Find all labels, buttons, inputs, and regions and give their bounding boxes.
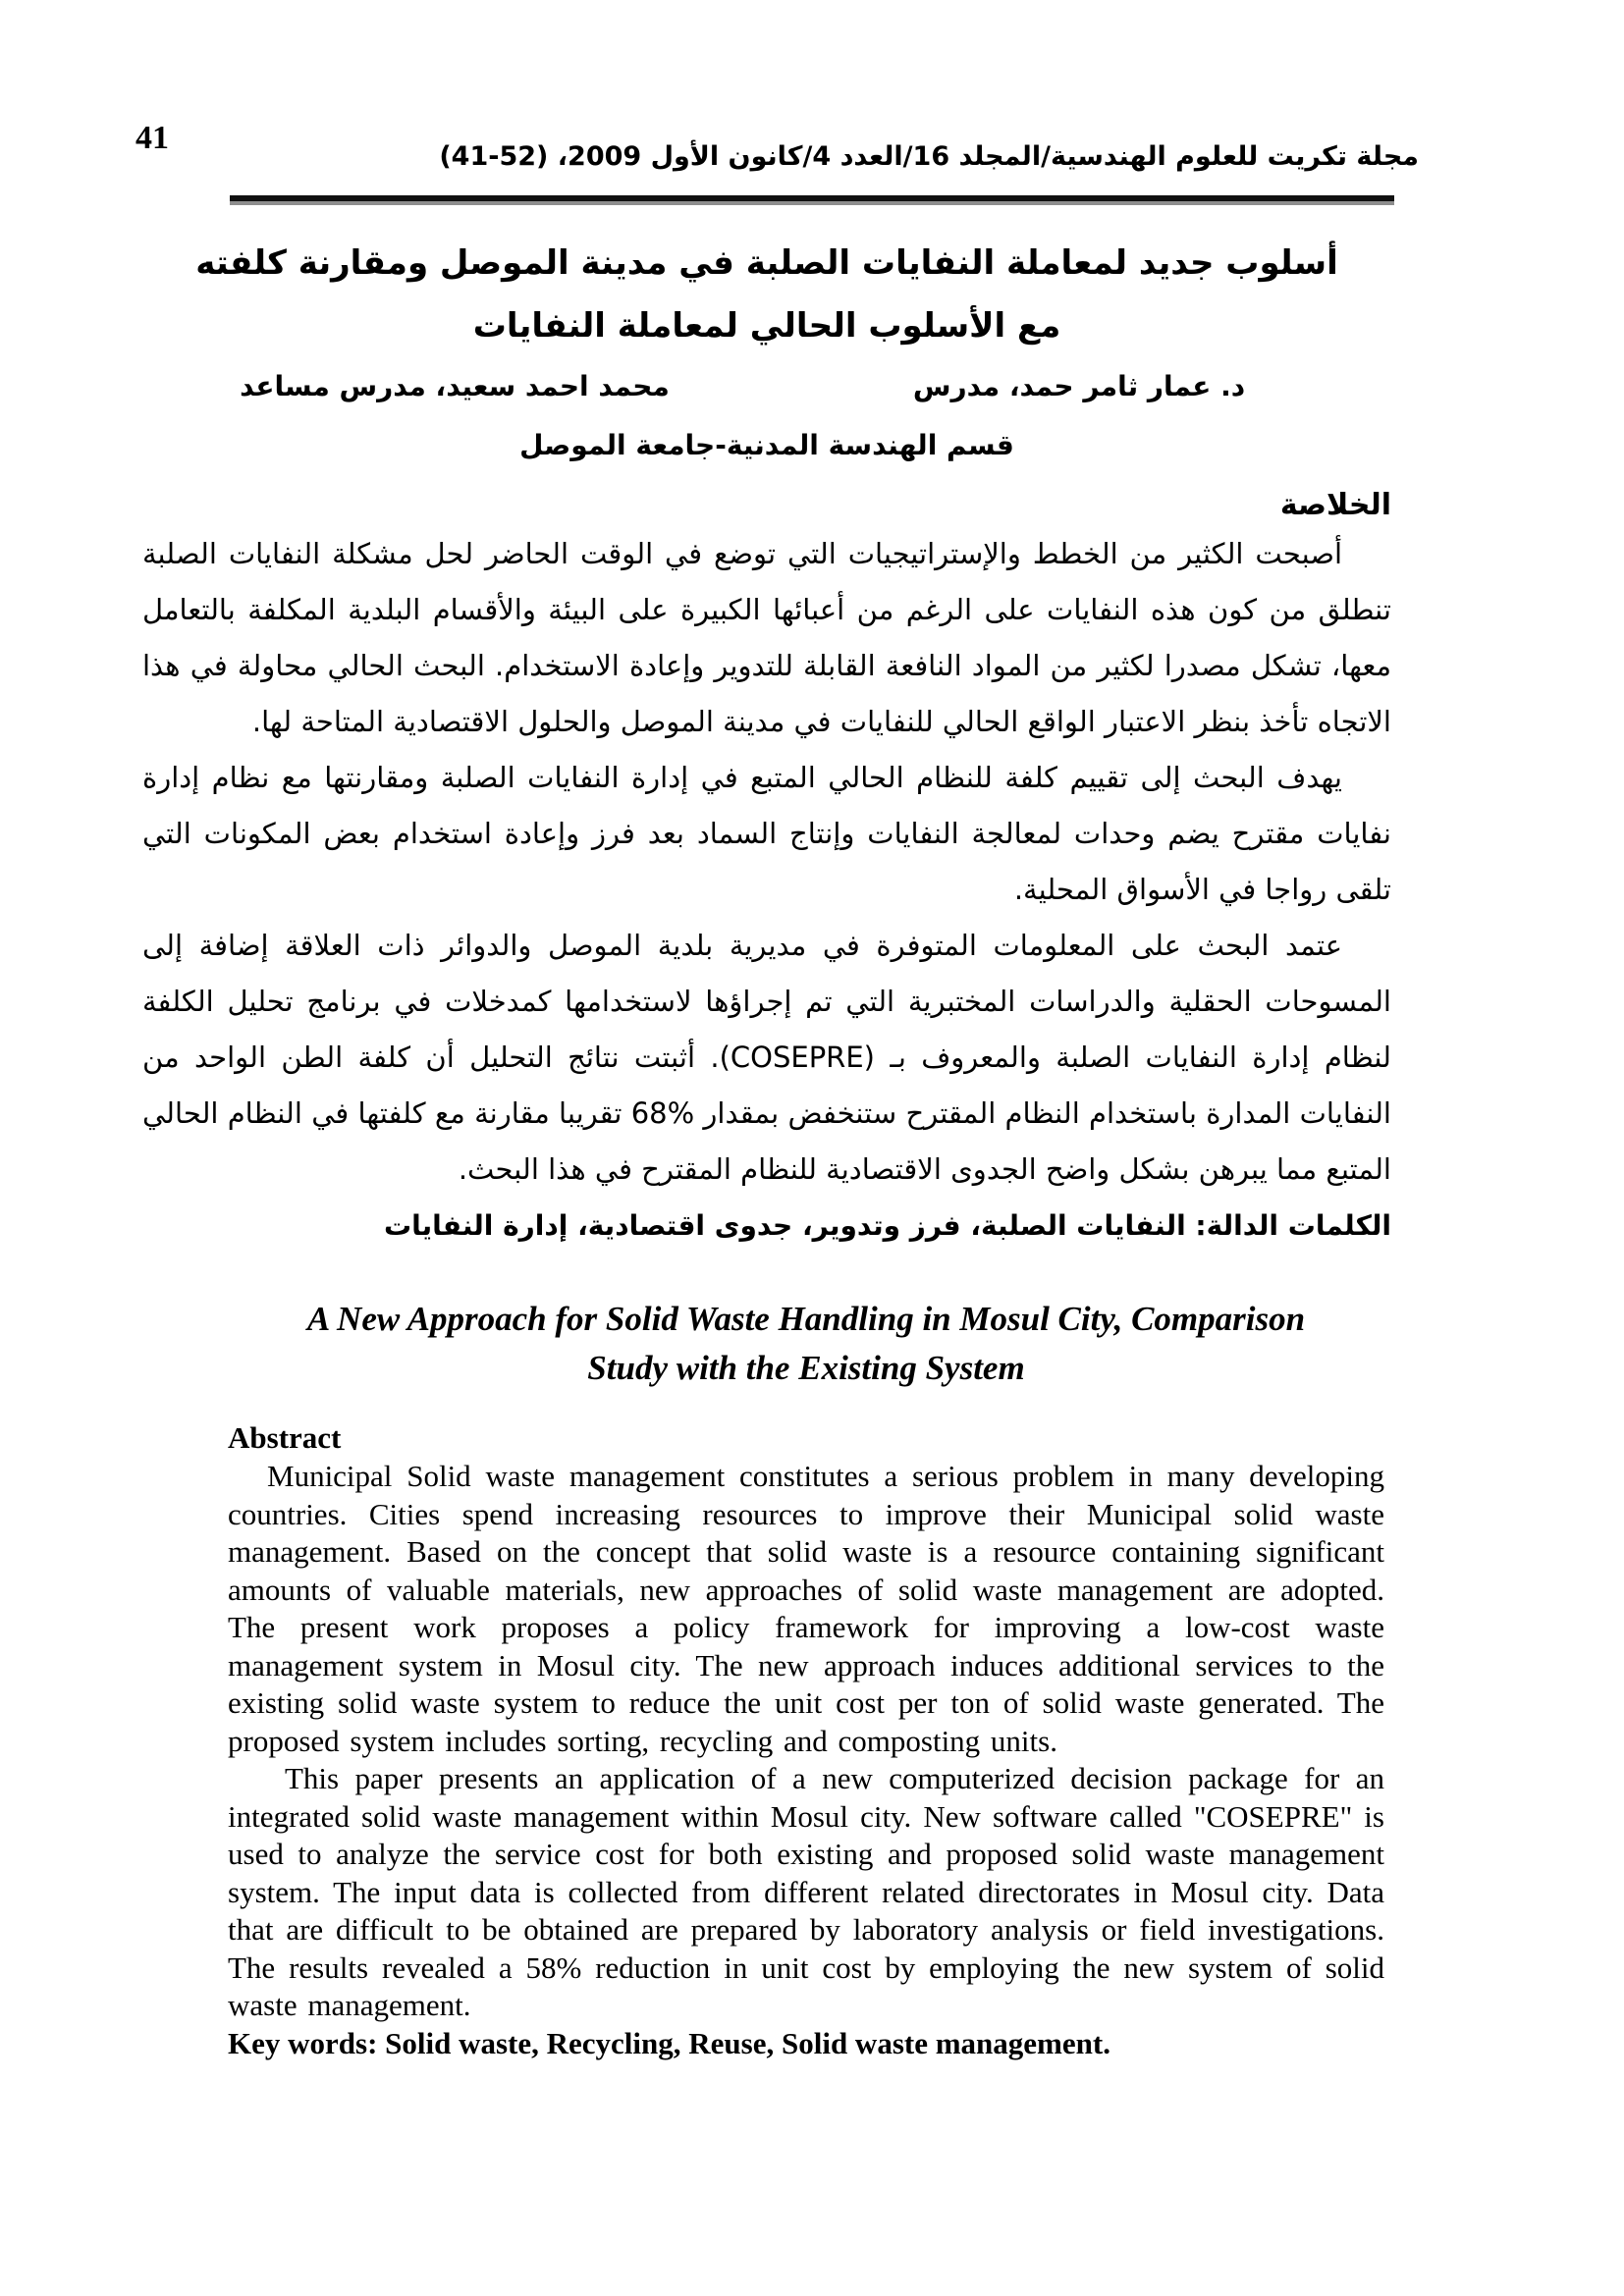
arabic-abstract-heading: الخلاصة — [1279, 488, 1391, 522]
authors-row — [142, 367, 1391, 406]
english-title-line-1: A New Approach for Solid Waste Handling in Mosul City, Comparison — [306, 1300, 1306, 1338]
page-number: 41 — [135, 120, 169, 156]
arabic-paragraph-3: عتمد البحث على المعلومات المتوفرة في مديرية بلدية الموصل والدوائر ذات العلاقة إضافة إلى المسوحات الحقلية والدراسات المختبرية التي تم إجراؤها لاستخدامها كمدخلات في برنامج تحليل الكلفة لنظام إدارة النفايات الصلبة والمعروف بـ (COSEPRE). أثبتت نتائج التحليل أن كلفة الطن الواحد من النفايات المدارة باستخدام النظام المقترح ستنخفض بمقدار %68 تقريبا مقارنة مع كلفتها في النظام الحالي المتبع مما يبرهن بشكل واضح الجدوى الاقتصادية للنظام المقترح في هذا البحث. — [142, 929, 1391, 1186]
arabic-title-line-2: مع الأسلوب الحالي لمعاملة النفايات — [472, 306, 1061, 346]
english-paragraph-1: Municipal Solid waste management constitutes a serious problem in many developing countries. Cities spend increasing resources to improve their Municipal solid waste management. Based on the concept that solid waste is a resource containing significant amounts of valuable materials, new approaches of solid waste management are adopted. The present work proposes a policy framework for improving a low-cost waste management system in Mosul city. The new approach induces additional services to the existing solid waste system to reduce the unit cost per ton of solid waste generated. The proposed system includes sorting, recycling and composting units. — [228, 1459, 1384, 1758]
english-title — [228, 1295, 1384, 1393]
arabic-title — [142, 232, 1391, 357]
journal-header-line: مجلة تكريت للعلوم الهندسية/المجلد 16/العدد 4/كانون الأول 2009، (52-41) — [439, 141, 1419, 172]
arabic-section — [0, 232, 1624, 1254]
arabic-paragraph-2: يهدف البحث إلى تقييم كلفة للنظام الحالي المتبع في إدارة النفايات الصلبة ومقارنتها مع نظام إدارة نفايات مقترح يضم وحدات لمعالجة النفايات وإنتاج السماد بعد فرز وإعادة استخدام بعض المكونات التي تلقى رواجا في الأسواق المحلية. — [142, 761, 1391, 906]
header-rule-gray-band — [230, 201, 1394, 205]
arabic-title-line-1: أسلوب جديد لمعاملة النفايات الصلبة في مدينة الموصل ومقارنة كلفته — [195, 243, 1338, 283]
english-title-line-2: Study with the Existing System — [587, 1349, 1025, 1387]
arabic-paragraph-1: أصبحت الكثير من الخطط والإستراتيجيات التي توضع في الوقت الحاضر لحل مشكلة النفايات الصلبة تنطلق من كون هذه النفايات على الرغم من أعبائها الكبيرة على البيئة والأقسام البلدية المكلفة بالتعامل معها، تشكل مصدرا لكثير من المواد النافعة القابلة للتدوير وإعادة الاستخدام. البحث الحالي محاولة في هذا الاتجاه تأخذ بنظر الاعتبار الواقع الحالي للنفايات في مدينة الموصل والحلول الاقتصادية المتاحة لها. — [142, 537, 1391, 738]
author-primary: د. عمار ثامر حمد، مدرس — [912, 370, 1246, 402]
author-secondary: محمد احمد سعيد، مدرس مساعد — [240, 370, 670, 402]
english-abstract-heading: Abstract — [228, 1420, 342, 1455]
english-paragraph-2: This paper presents an application of a new computerized decision package for an integrated solid waste management within Mosul city. New software called "COSEPRE" is used to analyze the service cost for both existing and proposed solid waste management system. The input data is collected from different related directorates in Mosul city. Data that are difficult to be obtained are prepared by laboratory analysis or field investigations. The results revealed a 58% reduction in unit cost by employing the new system of solid waste management. — [228, 1761, 1384, 2022]
header-rule-divider — [230, 195, 1394, 205]
english-section — [0, 1295, 1624, 2062]
arabic-keywords: الكلمات الدالة: النفايات الصلبة، فرز وتدوير، جدوى اقتصادية، إدارة النفايات — [383, 1209, 1391, 1242]
english-keywords: Key words: Solid waste, Recycling, Reuse, Solid waste management. — [228, 2025, 1110, 2060]
affiliation: قسم الهندسة المدنية-جامعة الموصل — [519, 429, 1014, 461]
